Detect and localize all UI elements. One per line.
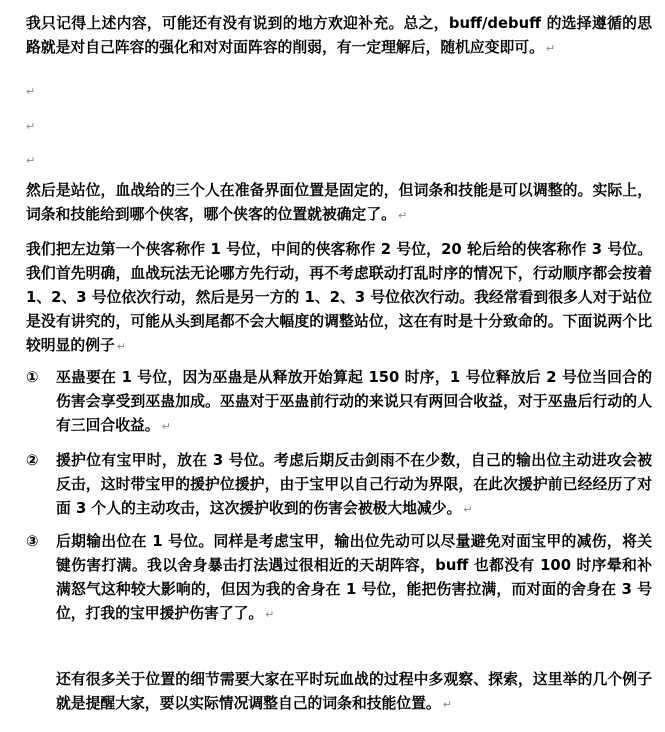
paragraph-mark: ↵ bbox=[442, 698, 452, 711]
paragraph-mark: ↵ bbox=[265, 608, 275, 621]
paragraph-station: 然后是站位，血战给的三个人在准备界面位置是固定的，但词条和技能是可以调整的。实际上，词条和技能给到哪个侠客，哪个侠客的位置就被确定了。 ↵ bbox=[26, 182, 652, 223]
paragraph-mark: ↵ bbox=[161, 420, 171, 433]
paragraph-positions: 我们把左边第一个侠客称作 1 号位，中间的侠客称作 2 号位，20 轮后给的侠客称作 3 号位。我们首先明确，血战玩法无论哪方先行动，再不考虑联动打乱时序的情况下，行动顺序都会按着 1、2、3 号位依次行动，然后是另一方的 1、2、3 号位依次行动。我经常看到很多人对于站位是没有讲究的，可能从头到尾都不会大幅度的调整站位，这在有时是十分致命的。下面说两个比较明显的例子 ↵ bbox=[26, 241, 652, 354]
paragraph-mark: ↵ bbox=[545, 42, 556, 55]
paragraph-intro: 我只记得上述内容，可能还有没有说到的地方欢迎补充。总之，buff/debuff 的选择遵循的思路就是对自己阵容的强化和对对面阵容的削弱，有一定理解后，随机应变即可。 ↵ bbox=[26, 15, 652, 56]
empty-paragraph-mark: ↵ bbox=[26, 85, 36, 98]
list-number: ③ bbox=[26, 533, 39, 550]
list-item-text: 援护位有宝甲时，放在 3 号位。考虑后期反击剑雨不在少数，自己的输出位主动进攻会被反击，这时带宝甲的援护位援护，由于宝甲以自己行动为界限，在此次援护前已经经历了对面 3 个人的主动攻击，这次援护收到的伤害会被极大地减少。 ↵ bbox=[56, 452, 652, 517]
list-number: ② bbox=[26, 452, 39, 469]
empty-paragraph-mark: ↵ bbox=[26, 120, 36, 133]
empty-paragraph-mark: ↵ bbox=[26, 154, 36, 167]
paragraph-mark: ↵ bbox=[116, 340, 127, 353]
paragraph-mark: ↵ bbox=[463, 503, 473, 516]
paragraph-closing: 还有很多关于位置的细节需要大家在平时玩血战的过程中多观察、探索，这里举的几个例子就是提醒大家，要以实际情况调整自己的词条和技能位置。 ↵ bbox=[56, 671, 652, 712]
list-item-text: 巫蛊要在 1 号位，因为巫蛊是从释放开始算起 150 时序，1 号位释放后 2 号位当回合的伤害会享受到巫蛊加成。巫蛊对于巫蛊前行动的来说只有两回合收益，对于巫蛊后行动的人有三回合收益。 ↵ bbox=[56, 369, 652, 434]
list-number: ① bbox=[26, 369, 39, 386]
list-item-text: 后期输出位在 1 号位。同样是考虑宝甲，输出位先动可以尽量避免对面宝甲的减伤，将关键伤害打满。我以舍身暴击打法遇过很相近的天胡阵容，buff 也都没有 100 时序晕和补满怒气这种较大影响的，但因为我的舍身在 1 号位，能把伤害拉满，而对面的舍身在 3 号位，打我的宝甲援护伤害了了。 ↵ bbox=[56, 533, 652, 622]
paragraph-mark: ↵ bbox=[397, 209, 408, 222]
